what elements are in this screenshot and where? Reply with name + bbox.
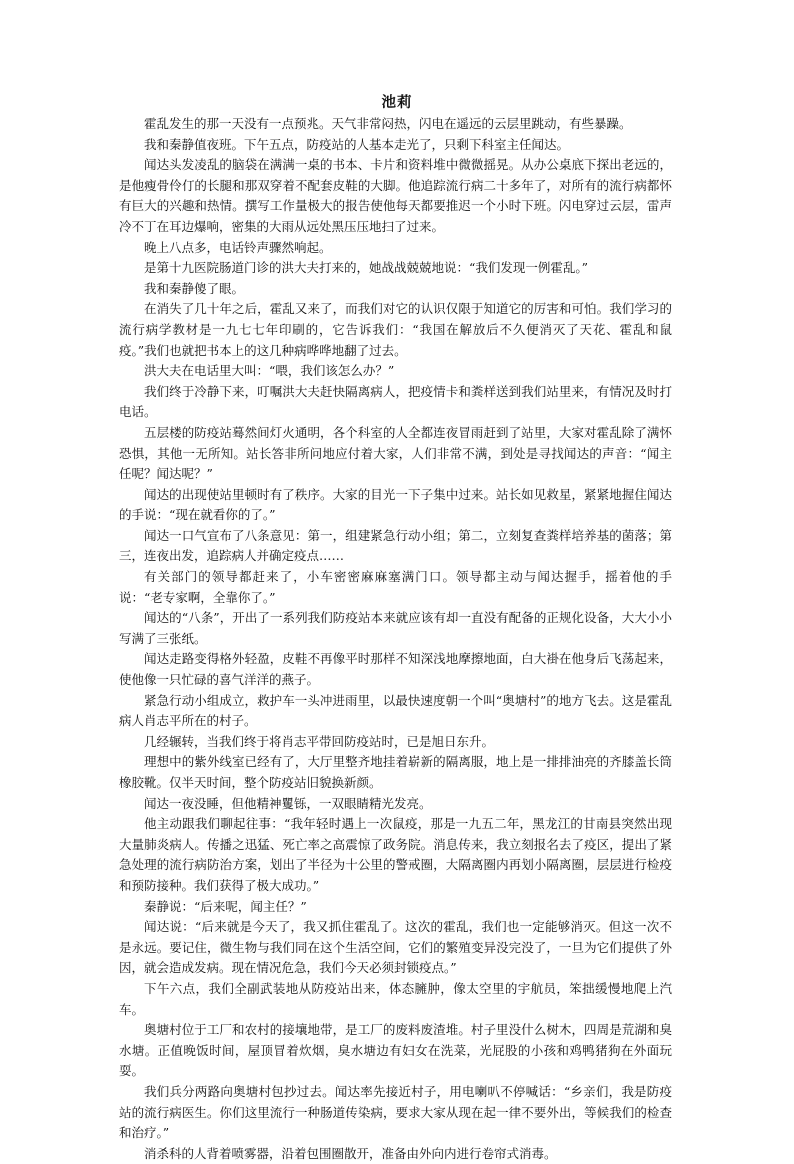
document-title: 池莉 xyxy=(381,94,413,111)
paragraph: 闻达的出现使站里顿时有了秩序。大家的目光一下子集中过来。站长如见救星，紧紧地握住闻达的手说：“现在就看你的了。” xyxy=(119,486,672,523)
paragraph: 闻达的“八条”，开出了一系列我们防疫站本来就应该有却一直没有配备的正规化设备，大大小小写满了三张纸。 xyxy=(119,610,672,646)
document-body xyxy=(119,114,672,1164)
paragraph: 我们终于冷静下来，叮嘱洪大夫赶快隔离病人，把疫情卡和粪样送到我们站里来，有情况及时打电话。 xyxy=(119,383,672,420)
paragraph: 消杀科的人背着喷雾器，沿着包围圈散开，准备由外向内进行卷帘式消毒。 xyxy=(144,1145,557,1161)
paragraph: 秦静说：“后来呢，闻主任？” xyxy=(144,898,307,914)
paragraph: 闻达走路变得格外轻盈，皮鞋不再像平时那样不知深浅地摩擦地面，白大褂在他身后飞荡起来，使他像一只忙碌的喜气洋洋的燕子。 xyxy=(119,651,672,688)
paragraph: 是第十九医院肠道门诊的洪大夫打来的，她战战兢兢地说：“我们发现一例霍乱。” xyxy=(144,260,589,276)
paragraph: 下午六点，我们全副武装地从防疫站出来，体态臃肿，像太空里的宇航员，笨拙缓慢地爬上汽车。 xyxy=(119,980,672,1017)
paragraph: 我们兵分两路向奥塘村包抄过去。闻达率先接近村子，用电喇叭不停喊话：“乡亲们，我是防疫站的流行病医生。你们这里流行一种肠道传染病，要求大家从现在起一律不要外出，等候我们的检查和治疗。” xyxy=(119,1083,672,1141)
paragraph: 我和秦静值夜班。下午五点，防疫站的人基本走光了，只剩下科室主任闻达。 xyxy=(144,136,570,152)
paragraph: 闻达一口气宣布了八条意见：第一，组建紧急行动小组；第二，立刻复查粪样培养基的菌落；第三，连夜出发，追踪病人并确定疫点…… xyxy=(119,527,672,564)
paragraph: 奥塘村位于工厂和农村的接壤地带，是工厂的废料废渣堆。村子里没什么树木，四周是荒湖和臭水塘。正值晚饭时间，屋顶冒着炊烟，臭水塘边有妇女在洗菜，光屁股的小孩和鸡鸭猪狗在外面玩耍。 xyxy=(119,1022,672,1079)
paragraph: 几经辗转，当我们终于将肖志平带回防疫站时，已是旭日东升。 xyxy=(144,733,495,749)
paragraph: 闻达说：“后来就是今天了，我又抓住霍乱了。这次的霍乱，我们也一定能够消灭。但这一次不是永远。要记住，微生物与我们同在这个生活空间，它们的繁殖变异没完没了，一旦为它们提供了外因，就会造成发病。现在情况危急，我们今天必须封锁疫点。” xyxy=(119,919,672,976)
paragraph: 在消失了几十年之后，霍乱又来了，而我们对它的认识仅限于知道它的厉害和可怕。我们学习的流行病学教材是一九七七年印刷的，它告诉我们：“我国在解放后不久便消灭了天花、霍乱和鼠疫。”我们也就把书本上的这几种病哗哗地翻了过去。 xyxy=(119,301,672,358)
paragraph: 有关部门的领导都赶来了，小车密密麻麻塞满门口。领导都主动与闻达握手，摇着他的手说：“老专家啊，全靠你了。” xyxy=(119,569,672,605)
paragraph: 他主动跟我们聊起往事：“我年轻时遇上一次鼠疫，那是一九五二年，黑龙江的甘南县突然出现大量肺炎病人。传播之迅猛、死亡率之高震惊了政务院。消息传来，我立刻报名去了疫区，提出了紧急处理的流行病防治方案，划出了半径为十公里的警戒圈，大隔离圈内再划小隔离圈，层层进行检疫和预防接种。我们获得了极大成功。” xyxy=(119,816,672,893)
paragraph: 闻达头发凌乱的脑袋在满满一桌的书本、卡片和资料堆中微微摇晃。从办公桌底下探出老远的，是他瘦骨伶仃的长腿和那双穿着不配套皮鞋的大脚。他追踪流行病二十多年了，对所有的流行病都怀有巨大的兴趣和热情。撰写工作量极大的报告使他每天都要推迟一个小时下班。闪电穿过云层，雷声冷不丁在耳边爆响，密集的大雨从远处黑压压地扫了过来。 xyxy=(119,157,672,234)
paragraph: 我和秦静傻了眼。 xyxy=(144,280,245,296)
paragraph: 霍乱发生的那一天没有一点预兆。天气非常闷热，闪电在遥远的云层里跳动，有些暴躁。 xyxy=(144,116,632,131)
paragraph: 闻达一夜没睡，但他精神矍铄，一双眼睛精光发亮。 xyxy=(144,795,432,811)
paragraph: 晚上八点多，电话铃声骤然响起。 xyxy=(144,239,332,255)
paragraph: 理想中的紫外线室已经有了，大厅里整齐地挂着崭新的隔离服，地上是一排排油亮的齐膝盖长筒橡胶靴。仅半天时间，整个防疫站旧貌换新颜。 xyxy=(119,754,672,790)
paragraph: 洪大夫在电话里大叫：“喂，我们该怎么办？” xyxy=(144,363,395,379)
paragraph: 五层楼的防疫站蓦然间灯火通明，各个科室的人全都连夜冒雨赶到了站里，大家对霍乱除了满怀恐惧，其他一无所知。站长答非所问地应付着大家，人们非常不满，到处是寻找闻达的声音：“闻主任呢？闻达呢？” xyxy=(119,424,672,482)
paragraph: 紧急行动小组成立，救护车一头冲进雨里，以最快速度朝一个叫“奥塘村”的地方飞去。这是霍乱病人肖志平所在的村子。 xyxy=(119,692,672,729)
